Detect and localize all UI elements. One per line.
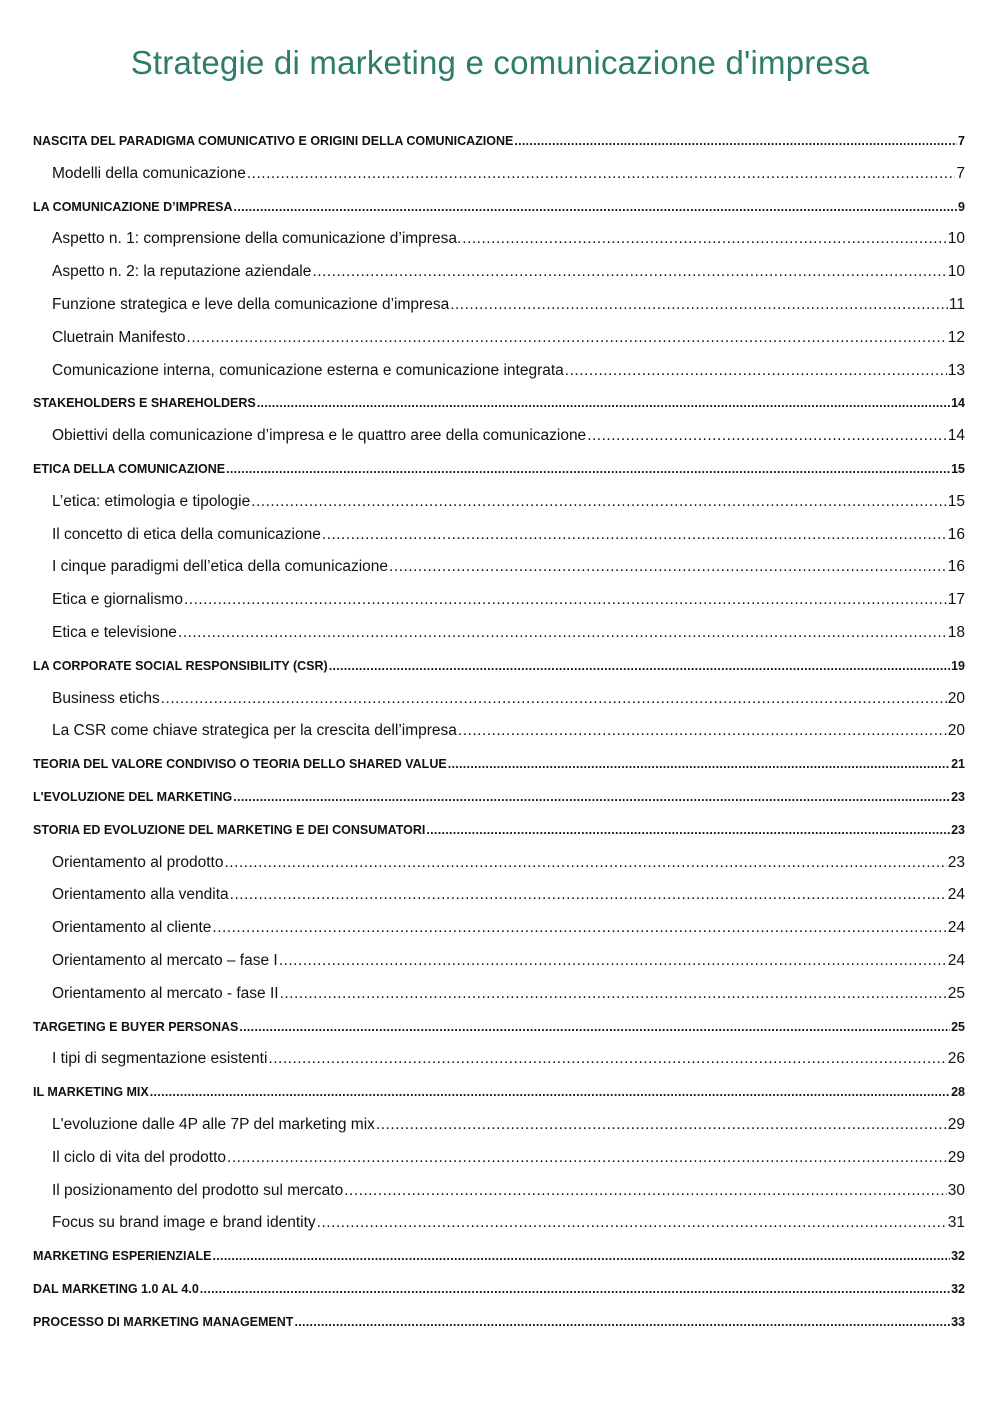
- toc-page-number: 14: [947, 427, 965, 445]
- toc-subsection-entry[interactable]: [33, 158, 965, 191]
- toc-section-entry[interactable]: [33, 814, 965, 847]
- toc-entry-title: Il concetto di etica della comunicazione: [52, 525, 321, 543]
- toc-entry-title: Etica e giornalismo: [52, 591, 183, 609]
- toc-page-number: 26: [947, 1050, 965, 1068]
- toc-section-entry[interactable]: [33, 453, 965, 486]
- toc-page-number: 23: [951, 822, 965, 837]
- toc-page-number: 19: [951, 658, 965, 673]
- toc-page-number: 24: [947, 951, 965, 969]
- toc-page-number: 20: [947, 689, 965, 707]
- toc-page-number: 23: [951, 789, 965, 804]
- toc-page-number: 7: [956, 164, 965, 182]
- toc-subsection-entry[interactable]: [33, 223, 965, 256]
- toc-dot-leader: [344, 1175, 947, 1208]
- toc-page-number: 11: [948, 295, 965, 313]
- toc-dot-leader: [200, 1273, 950, 1306]
- toc-section-entry[interactable]: [33, 1306, 965, 1339]
- toc-subsection-entry[interactable]: [33, 1175, 965, 1208]
- toc-entry-title: L'evoluzione dalle 4P alle 7P del marketing mix: [52, 1115, 375, 1133]
- toc-dot-leader: [450, 289, 948, 322]
- toc-entry-title: Orientamento al mercato - fase II: [52, 984, 279, 1002]
- toc-dot-leader: [322, 519, 947, 552]
- toc-page-number: 23: [947, 853, 965, 871]
- toc-page-number: 7: [958, 134, 965, 148]
- toc-subsection-entry[interactable]: [33, 912, 965, 945]
- toc-dot-leader: [279, 945, 947, 978]
- toc-page-number: 29: [947, 1148, 965, 1166]
- toc-entry-title: Funzione strategica e leve della comunicazione d’impresa: [52, 295, 450, 313]
- toc-entry-title: Aspetto n. 2: la reputazione aziendale: [52, 263, 312, 281]
- toc-subsection-entry[interactable]: [33, 978, 965, 1011]
- toc-entry-title: Cluetrain Manifesto: [52, 328, 186, 346]
- toc-page-number: 25: [951, 1019, 965, 1034]
- toc-section-entry[interactable]: [33, 125, 965, 158]
- toc-entry-title: Focus su brand image e brand identity: [52, 1214, 316, 1232]
- toc-subsection-entry[interactable]: [33, 1043, 965, 1076]
- toc-subsection-entry[interactable]: [33, 486, 965, 519]
- toc-dot-leader: [161, 683, 947, 716]
- toc-subsection-entry[interactable]: [33, 1142, 965, 1175]
- toc-dot-leader: [226, 453, 950, 486]
- toc-dot-leader: [233, 781, 950, 814]
- toc-subsection-entry[interactable]: [33, 584, 965, 617]
- toc-subsection-entry[interactable]: [33, 420, 965, 453]
- toc-entry-title: PROCESSO DI MARKETING MANAGEMENT: [33, 1314, 294, 1329]
- toc-page-number: 16: [947, 558, 965, 576]
- toc-dot-leader: [587, 420, 947, 453]
- document-title: Strategie di marketing e comunicazione d'impresa: [130, 44, 870, 81]
- toc-page-number: 21: [951, 757, 965, 772]
- toc-section-entry[interactable]: [33, 1011, 965, 1044]
- toc-dot-leader: [187, 322, 947, 355]
- toc-entry-title: STAKEHOLDERS E SHAREHOLDERS: [33, 396, 256, 411]
- toc-entry-title: IL MARKETING MIX: [33, 1085, 149, 1100]
- toc-entry-title: DAL MARKETING 1.0 AL 4.0: [33, 1281, 199, 1296]
- toc-page-number: 10: [947, 263, 965, 281]
- toc-dot-leader: [227, 1142, 947, 1175]
- toc-entry-title: Orientamento al cliente: [52, 919, 212, 937]
- toc-entry-title: Orientamento alla vendita: [52, 886, 229, 904]
- toc-dot-leader: [247, 158, 956, 191]
- toc-entry-title: Il posizionamento del prodotto sul mercato: [52, 1181, 344, 1199]
- toc-entry-title: LA COMUNICAZIONE D’IMPRESA: [33, 199, 233, 214]
- toc-entry-title: Comunicazione interna, comunicazione esterna e comunicazione integrata: [52, 361, 564, 379]
- toc-dot-leader: [312, 256, 946, 289]
- toc-page-number: 24: [947, 886, 965, 904]
- toc-dot-leader: [376, 1109, 947, 1142]
- toc-section-entry[interactable]: [33, 650, 965, 683]
- toc-dot-leader: [234, 191, 958, 224]
- toc-subsection-entry[interactable]: [33, 289, 965, 322]
- toc-dot-leader: [230, 879, 947, 912]
- toc-entry-title: Business etichs: [52, 689, 160, 707]
- toc-page-number: 18: [947, 623, 965, 641]
- toc-dot-leader: [212, 912, 946, 945]
- toc-subsection-entry[interactable]: [33, 945, 965, 978]
- toc-entry-title: Orientamento al prodotto: [52, 853, 224, 871]
- toc-subsection-entry[interactable]: [33, 617, 965, 650]
- toc-dot-leader: [239, 1011, 950, 1044]
- toc-subsection-entry[interactable]: [33, 1207, 965, 1240]
- toc-dot-leader: [317, 1207, 947, 1240]
- toc-entry-title: La CSR come chiave strategica per la crescita dell’impresa: [52, 722, 457, 740]
- toc-dot-leader: [150, 1076, 950, 1109]
- toc-dot-leader: [268, 1043, 946, 1076]
- toc-page-number: 16: [947, 525, 965, 543]
- toc-page-number: 33: [951, 1314, 965, 1329]
- toc-dot-leader: [462, 223, 946, 256]
- toc-entry-title: TARGETING E BUYER PERSONAS: [33, 1019, 239, 1034]
- toc-page-number: 24: [947, 919, 965, 937]
- toc-subsection-entry[interactable]: [33, 551, 965, 584]
- toc-entry-title: I cinque paradigmi dell’etica della comunicazione: [52, 558, 389, 576]
- toc-dot-leader: [224, 847, 946, 880]
- toc-page-number: 14: [951, 396, 965, 411]
- table-of-contents: [33, 125, 965, 1338]
- toc-dot-leader: [251, 486, 947, 519]
- toc-subsection-entry[interactable]: [33, 355, 965, 388]
- toc-page-number: 12: [947, 328, 965, 346]
- toc-subsection-entry[interactable]: [33, 847, 965, 880]
- toc-dot-leader: [329, 650, 950, 683]
- toc-subsection-entry[interactable]: [33, 879, 965, 912]
- toc-page-number: 20: [947, 722, 965, 740]
- toc-entry-title: ETICA DELLA COMUNICAZIONE: [33, 461, 226, 476]
- toc-dot-leader: [514, 125, 957, 158]
- toc-page-number: 25: [947, 984, 965, 1002]
- toc-page-number: 15: [947, 492, 965, 510]
- toc-section-entry[interactable]: [33, 191, 965, 224]
- toc-dot-leader: [426, 814, 950, 847]
- toc-page-number: 31: [947, 1214, 965, 1232]
- toc-dot-leader: [280, 978, 947, 1011]
- toc-page-number: 9: [958, 199, 965, 214]
- toc-page-number: 32: [951, 1249, 965, 1264]
- toc-dot-leader: [184, 584, 947, 617]
- toc-entry-title: NASCITA DEL PARADIGMA COMUNICATIVO E ORIGINI DELLA COMUNICAZIONE: [33, 134, 514, 148]
- toc-subsection-entry[interactable]: [33, 1109, 965, 1142]
- toc-section-entry[interactable]: [33, 1076, 965, 1109]
- toc-entry-title: Orientamento al mercato – fase I: [52, 951, 278, 969]
- toc-entry-title: MARKETING ESPERIENZIALE: [33, 1249, 212, 1264]
- toc-page-number: 17: [947, 591, 965, 609]
- toc-entry-title: Obiettivi della comunicazione d’impresa e le quattro aree della comunicazione: [52, 427, 587, 445]
- toc-subsection-entry[interactable]: [33, 322, 965, 355]
- toc-entry-title: STORIA ED EVOLUZIONE DEL MARKETING E DEI CONSUMATORI: [33, 822, 426, 837]
- toc-page-number: 15: [951, 461, 965, 476]
- toc-page-number: 30: [947, 1181, 965, 1199]
- toc-entry-title: Etica e televisione: [52, 623, 177, 641]
- toc-subsection-entry[interactable]: [33, 519, 965, 552]
- toc-entry-title: L’etica: etimologia e tipologie: [52, 492, 251, 510]
- toc-subsection-entry[interactable]: [33, 715, 965, 748]
- toc-dot-leader: [389, 551, 947, 584]
- toc-dot-leader: [565, 355, 947, 388]
- toc-subsection-entry[interactable]: [33, 256, 965, 289]
- toc-page-number: 10: [947, 230, 965, 248]
- toc-page-number: 29: [947, 1115, 965, 1133]
- toc-section-entry[interactable]: [33, 781, 965, 814]
- toc-entry-title: L'EVOLUZIONE DEL MARKETING: [33, 789, 233, 804]
- toc-subsection-entry[interactable]: [33, 683, 965, 716]
- toc-dot-leader: [213, 1240, 951, 1273]
- toc-page-number: 32: [951, 1281, 965, 1296]
- toc-section-entry[interactable]: [33, 387, 965, 420]
- toc-section-entry[interactable]: [33, 1240, 965, 1273]
- toc-entry-title: LA CORPORATE SOCIAL RESPONSIBILITY (CSR): [33, 658, 328, 673]
- toc-entry-title: I tipi di segmentazione esistenti: [52, 1050, 268, 1068]
- toc-section-entry[interactable]: [33, 748, 965, 781]
- toc-dot-leader: [257, 387, 950, 420]
- toc-entry-title: Aspetto n. 1: comprensione della comunicazione d’impresa.: [52, 230, 462, 248]
- toc-section-entry[interactable]: [33, 1273, 965, 1306]
- toc-entry-title: Il ciclo di vita del prodotto: [52, 1148, 227, 1166]
- toc-entry-title: Modelli della comunicazione: [52, 164, 246, 182]
- toc-entry-title: TEORIA DEL VALORE CONDIVISO O TEORIA DELLO SHARED VALUE: [33, 757, 447, 772]
- toc-dot-leader: [294, 1306, 950, 1339]
- toc-dot-leader: [178, 617, 947, 650]
- toc-dot-leader: [458, 715, 947, 748]
- toc-dot-leader: [448, 748, 950, 781]
- toc-page-number: 28: [951, 1085, 965, 1100]
- toc-page-number: 13: [947, 361, 965, 379]
